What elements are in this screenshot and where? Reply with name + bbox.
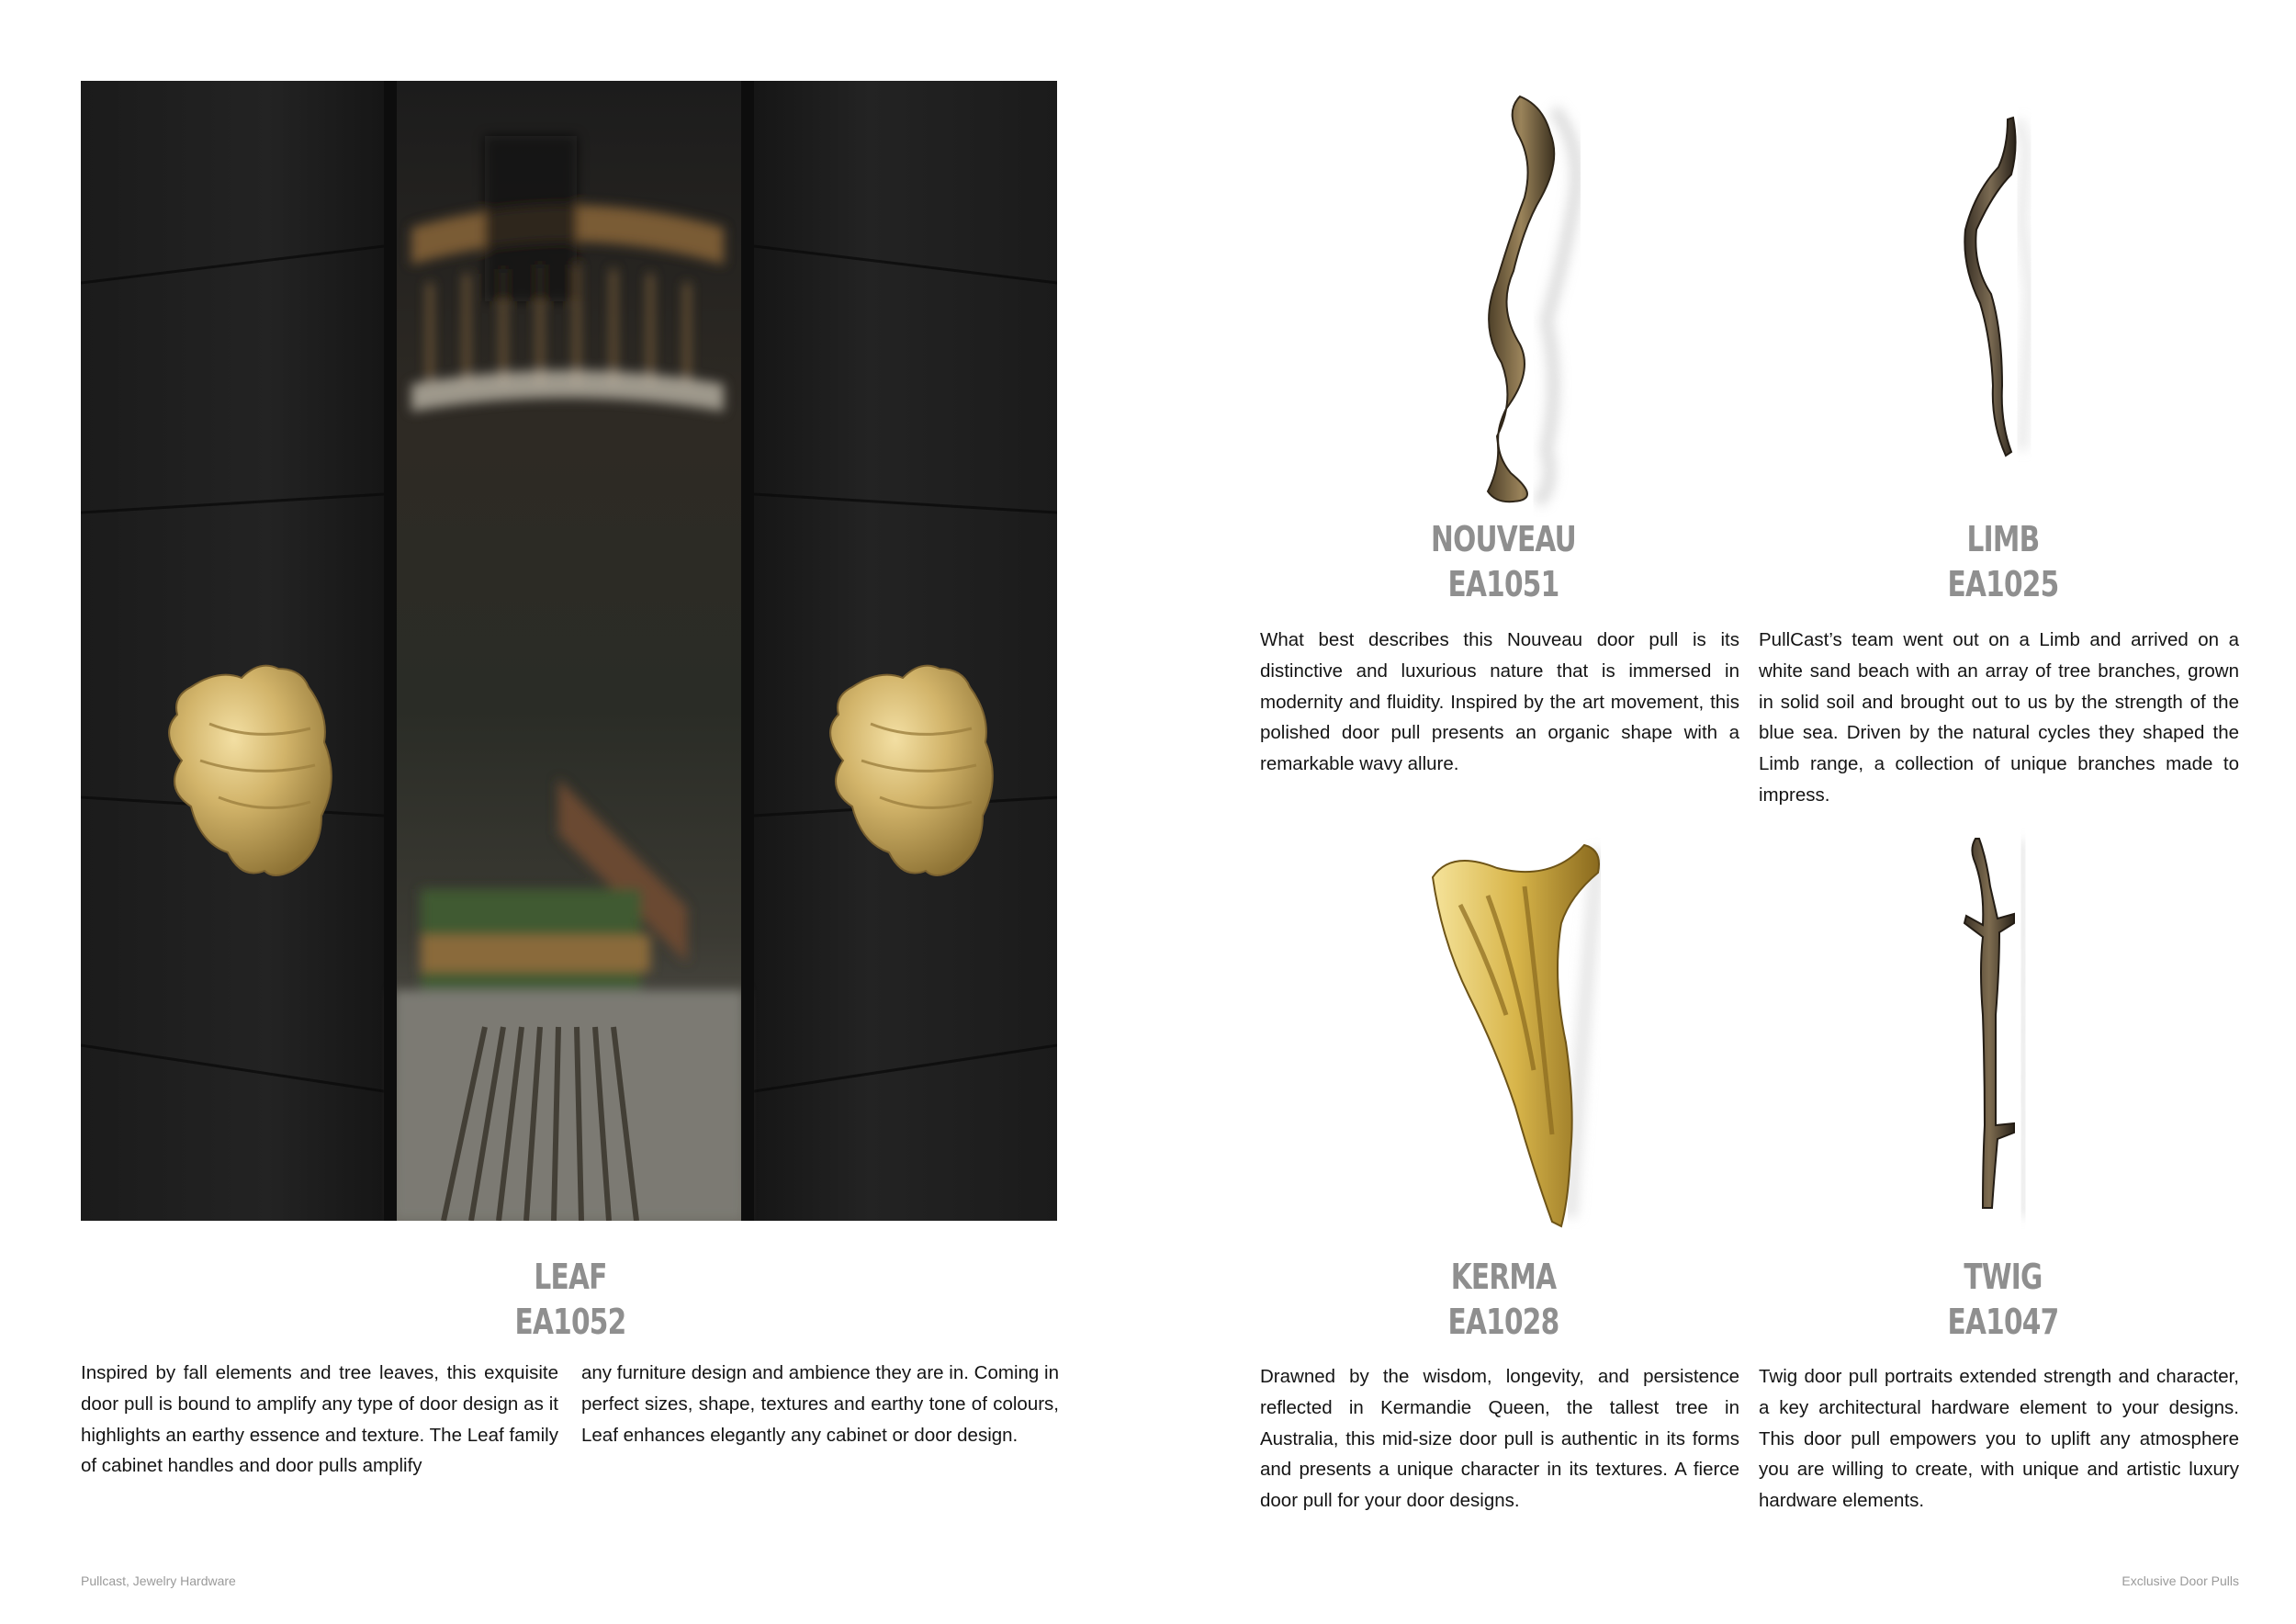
twig-description: Twig door pull portraits extended strength and character, a key architectural hardware element to your designs. This door pull empowers you to uplift any atmosphere you are willing to create, with unique and artistic luxury hardware elements.	[1759, 1366, 2239, 1512]
limb-door-pull-image	[1938, 110, 2048, 468]
kerma-code: EA1028	[1447, 1302, 1559, 1342]
limb-title	[1860, 517, 2146, 607]
leaf-code: EA1052	[514, 1302, 626, 1342]
kerma-title	[1360, 1255, 1647, 1345]
nouveau-name: NOUVEAU	[1431, 519, 1576, 559]
kerma-name: KERMA	[1450, 1257, 1557, 1297]
leaf-door-photo	[81, 81, 1057, 1221]
twig-code: EA1047	[1947, 1302, 2059, 1342]
kerma-door-pull-image	[1414, 831, 1626, 1235]
limb-code: EA1025	[1947, 564, 2059, 604]
leaf-description-col2: any furniture design and ambience they are in. Coming in perfect sizes, shape, textures and earthy tone of colours, Leaf enhances elegantly any cabinet or door design.	[581, 1362, 1059, 1446]
footer-left: Pullcast, Jewelry Hardware	[81, 1573, 236, 1588]
nouveau-code: EA1051	[1447, 564, 1559, 604]
twig-name: TWIG	[1964, 1257, 2043, 1297]
leaf-name: LEAF	[534, 1257, 607, 1297]
limb-description: PullCast’s team went out on a Limb and arrived on a white sand beach with an array of tree branches, grown in solid soil and brought out to us by the strength of the blue sea. Driven by the natural cycles they shaped the Limb range, a collection of unique branches made to impress.	[1759, 629, 2239, 806]
twig-title	[1860, 1255, 2146, 1345]
nouveau-description: What best describes this Nouveau door pull is its distinctive and luxurious nature that is immersed in modernity and fluidity. Inspired by the art movement, this polished door pull presents an organic shape with a remarkable wavy allure.	[1260, 629, 1739, 775]
leaf-description-col1: Inspired by fall elements and tree leaves, this exquisite door pull is bound to amplify any type of door design as it highlights an earthy essence and texture. The Leaf family of cabinet handles and door pulls amplify	[81, 1362, 558, 1477]
nouveau-door-pull-image	[1433, 87, 1607, 510]
footer-right: Exclusive Door Pulls	[2122, 1573, 2239, 1588]
limb-name: LIMB	[1966, 519, 2040, 559]
kerma-description: Drawned by the wisdom, longevity, and persistence reflected in Kermandie Queen, the tallest tree in Australia, this mid-size door pull is authentic in its forms and presents a unique character in its textures. A fierce door pull for your door designs.	[1260, 1366, 1739, 1512]
twig-door-pull-image	[1942, 831, 2053, 1226]
nouveau-title	[1360, 517, 1647, 607]
leaf-title	[427, 1255, 714, 1345]
